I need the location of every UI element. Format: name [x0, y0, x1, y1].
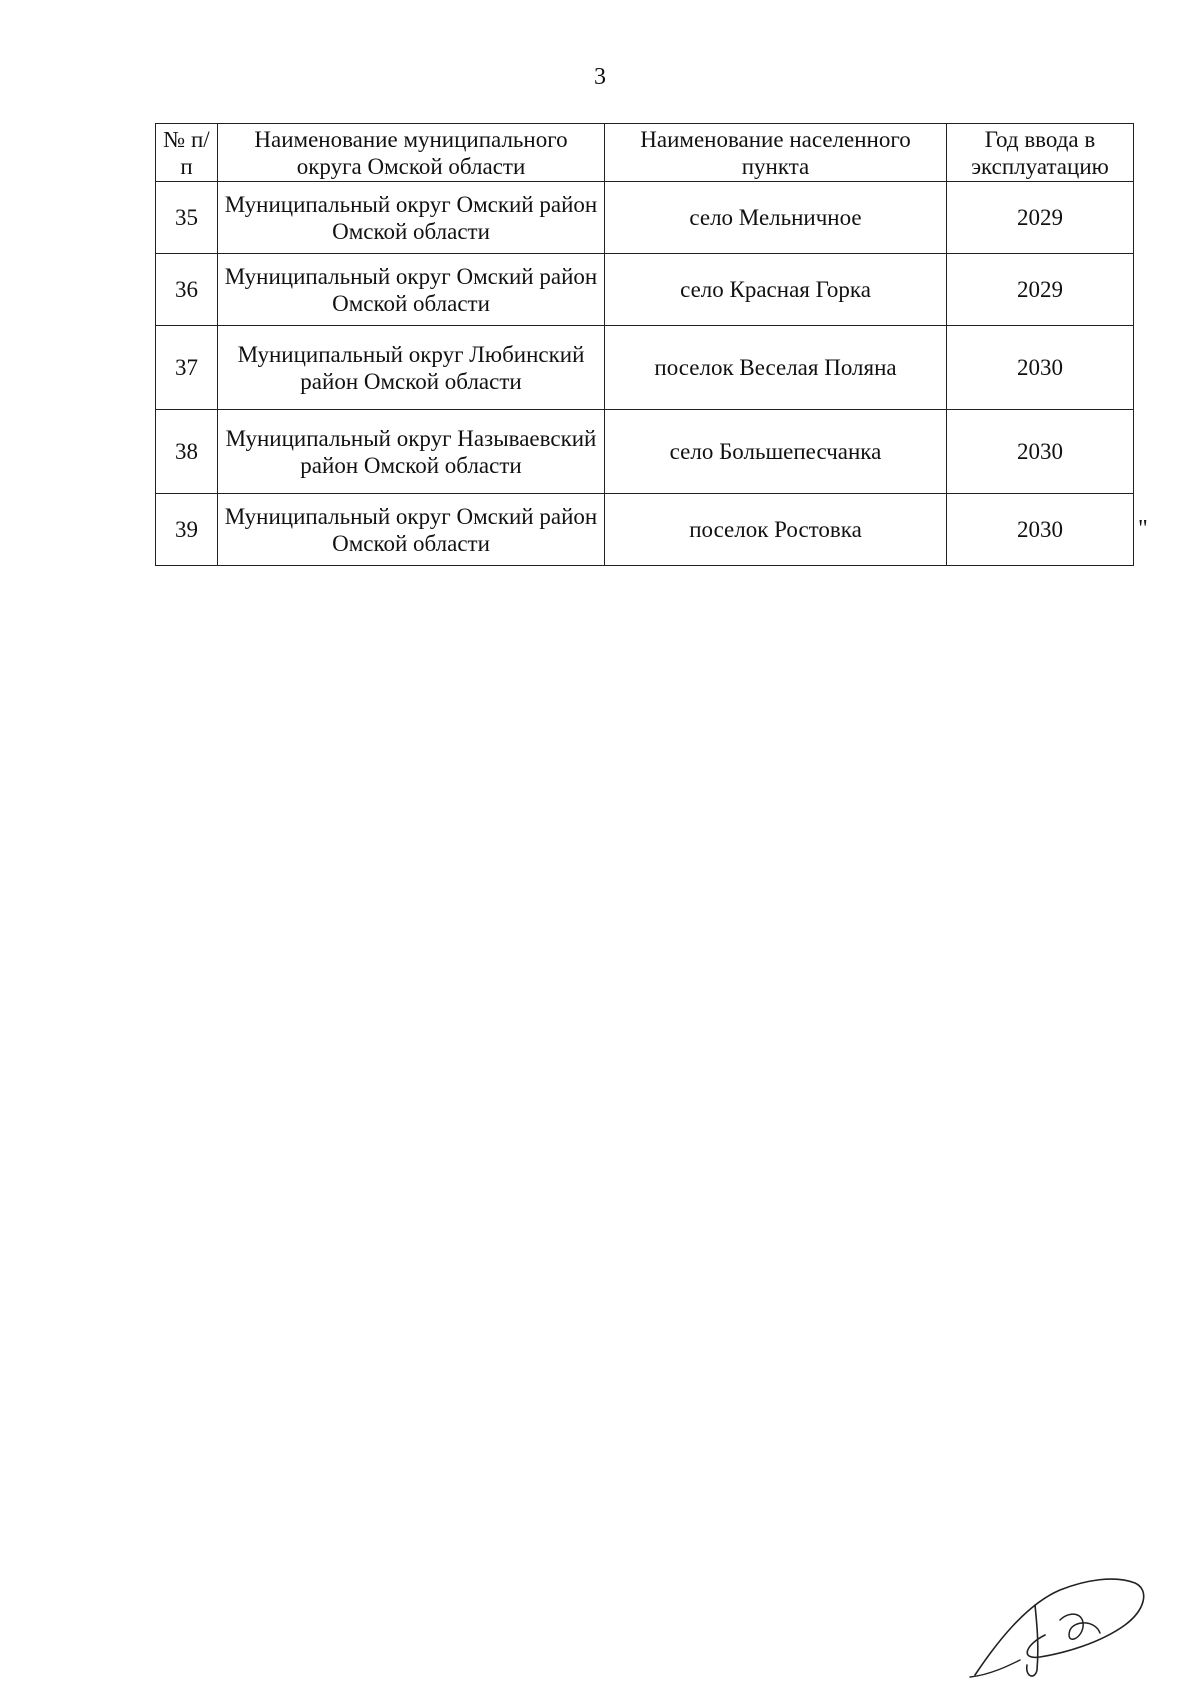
table-header-row: [156, 124, 1134, 182]
cell-district: Муниципальный округ Омский район Омской области: [218, 494, 605, 566]
cell-num: 36: [156, 254, 218, 326]
cell-settlement: село Красная Горка: [605, 254, 947, 326]
cell-year: 2029: [947, 182, 1134, 254]
cell-district: Муниципальный округ Омский район Омской области: [218, 254, 605, 326]
cell-settlement: поселок Ростовка: [605, 494, 947, 566]
cell-year: 2030: [947, 410, 1134, 494]
settlements-table: [155, 123, 1134, 566]
table-row: [156, 326, 1134, 410]
cell-num: 38: [156, 410, 218, 494]
cell-num: 35: [156, 182, 218, 254]
table-row: [156, 410, 1134, 494]
table-row: [156, 182, 1134, 254]
cell-district: Муниципальный округ Любинский район Омской области: [218, 326, 605, 410]
cell-num: 37: [156, 326, 218, 410]
header-district: Наименование муниципального округа Омской области: [218, 124, 605, 182]
cell-district: Муниципальный округ Называевский район Омской области: [218, 410, 605, 494]
cell-district: Муниципальный округ Омский район Омской области: [218, 182, 605, 254]
cell-settlement: село Большепесчанка: [605, 410, 947, 494]
cell-settlement: село Мельничное: [605, 182, 947, 254]
header-settlement: Наименование населенного пункта: [605, 124, 947, 182]
cell-year: 2030: [947, 326, 1134, 410]
closing-quote-mark: ": [1138, 516, 1148, 542]
cell-year: 2029: [947, 254, 1134, 326]
header-num: № п/п: [156, 124, 218, 182]
table-row: [156, 494, 1134, 566]
page-number: 3: [594, 64, 606, 90]
header-year: Год ввода в эксплуатацию: [947, 124, 1134, 182]
cell-year: 2030: [947, 494, 1134, 566]
cell-settlement: поселок Веселая Поляна: [605, 326, 947, 410]
cell-num: 39: [156, 494, 218, 566]
table-row: [156, 254, 1134, 326]
handwritten-signature: [965, 1565, 1165, 1685]
